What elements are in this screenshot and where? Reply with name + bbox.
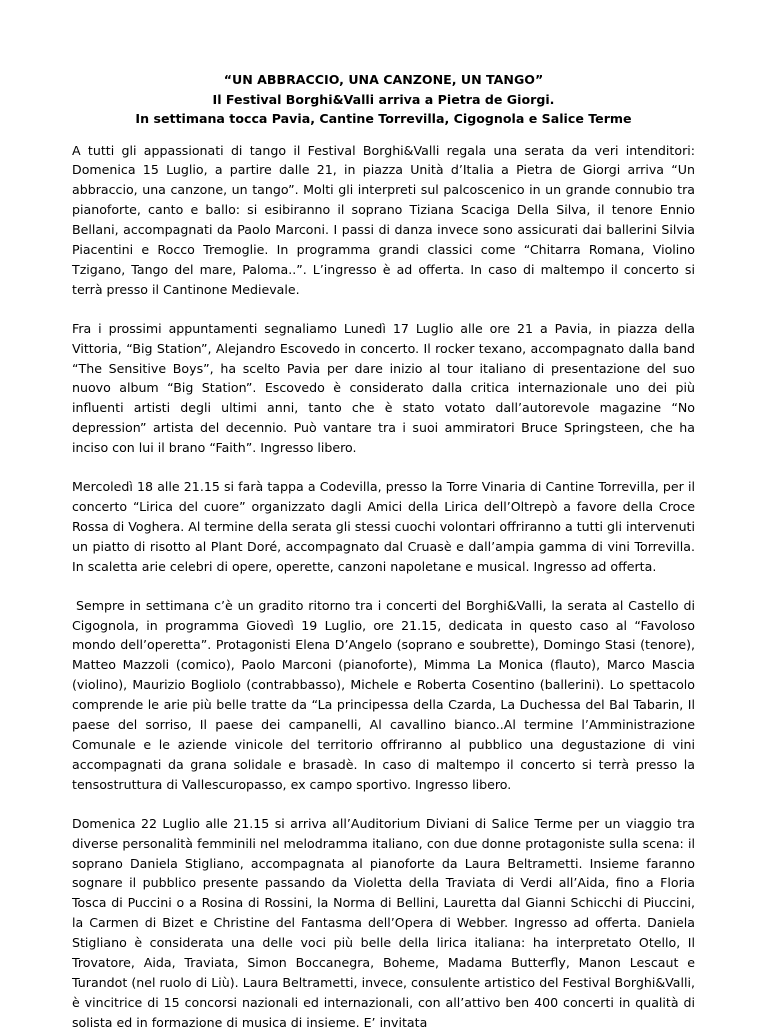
document-subtitle-secondary: In settimana tocca Pavia, Cantine Torrevilla, Cigognola e Salice Terme [135, 111, 632, 126]
paragraph-salice-terme: Domenica 22 Luglio alle 21.15 si arriva all’Auditorium Diviani di Salice Terme per un viaggio tra diverse personalità femminili nel melodramma italiano, con due donne protagoniste sulla scena: il soprano Daniela Stigliano, accompagnata al pianoforte da Laura Beltrametti. Insieme faranno sognare il pubblico presente passando da Violetta della Traviata di Verdi all’Aida, fino a Floria Tosca di Puccini o a Rosina di Rossini, la Norma di Bellini, Lauretta dal Gianni Schicchi di Piuccini, la Carmen di Bizet e Christine del Fantasma dell’Opera di Webber. Ingresso ad offerta. Daniela Stigliano è considerata una delle voci più belle della lirica italiana: ha interpretato Otello, Il Trovatore, Aida, Traviata, Simon Boccanegra, Boheme, Madama Butterfly, Manon Lescaut e Turandot (nel ruolo di Liù). Laura Beltrametti, invece, consulente artistico del Festival Borghi&Valli, è vincitrice di 15 concorsi nazionali ed internazionali, con all’attivo ben 400 concerti in qualità di solista ed in formazione di musica di insieme. E’ invitata [72, 815, 695, 1030]
document-header [72, 70, 695, 129]
paragraph-operetta-cigognola: Sempre in settimana c’è un gradito ritorno tra i concerti del Borghi&Valli, la serata al Castello di Cigognola, in programma Giovedì 19 Luglio, ore 21.15, dedicata in questo caso al “Favoloso mondo dell’operetta”. Protagonisti Elena D’Angelo (soprano e soubrette), Domingo Stasi (tenore), Matteo Mazzoli (comico), Paolo Marconi (pianoforte), Mimma La Monica (flauto), Marco Mascia (violino), Maurizio Bogliolo (contrabbasso), Michele e Roberta Cosentino (ballerini). Lo spettacolo comprende le arie più belle tratte da “La principessa della Czarda, La Duchessa del Bal Tabarin, Il paese del sorriso, Il paese dei campanelli, Al cavallino bianco..Al termine l’Amministrazione Comunale e le aziende vinicole del territorio offriranno al pubblico una degustazione di vini accompagnati da grana solidale e brasadè. In caso di maltempo il concerto si terrà presso la tensostruttura di Vallescuropasso, ex campo sportivo. Ingresso libero. [72, 597, 695, 792]
paragraph-lirica-del-cuore: Mercoledì 18 alle 21.15 si farà tappa a Codevilla, presso la Torre Vinaria di Cantine Torrevilla, per il concerto “Lirica del cuore” organizzato dagli Amici della Lirica dell’Oltrepò a favore della Croce Rossa di Voghera. Al termine della serata gli stessi cuochi volontari offriranno a tutti gli intervenuti un piatto di risotto al Plant Doré, accompagnato dal Cruasè e dall’ampia gamma di vini Torrevilla. In scaletta arie celebri di opere, operette, canzoni napoletane e musical. Ingresso ad offerta. [72, 479, 695, 574]
paragraph-big-station-pavia: Fra i prossimi appuntamenti segnaliamo Lunedì 17 Luglio alle ore 21 a Pavia, in piazza della Vittoria, “Big Station”, Alejandro Escovedo in concerto. Il rocker texano, accompagnato dalla band “The Sensitive Boys”, ha scelto Pavia per dare inizio al tour italiano di presentazione del suo nuovo album “Big Station”. Escovedo è considerato dalla critica internazionale uno dei più influenti artisti degli ultimi anni, tanto che è stato votato dall’autorevole magazine “No depression” artista del decennio. Può vantare tra i suoi ammiratori Bruce Springsteen, che ha inciso con lui il brano “Faith”. Ingresso libero. [72, 320, 695, 456]
document-subtitle: Il Festival Borghi&Valli arriva a Pietra de Giorgi. [212, 91, 555, 107]
paragraph-tango-pietra-de-giorgi: A tutti gli appassionati di tango il Festival Borghi&Valli regala una serata da veri intenditori: Domenica 15 Luglio, a partire dalle 21, in piazza Unità d’Italia a Pietra de Giorgi arriva “Un abbraccio, una canzone, un tango”. Molti gli interpreti sul palcoscenico in un grande connubio tra pianoforte, canto e ballo: si esibiranno il soprano Tiziana Scaciga Della Silva, il tenore Ennio Bellani, accompagnati da Paolo Marconi. I passi di danza invece sono assicurati dai ballerini Silvia Piacentini e Rocco Tremoglie. In programma grandi classici come “Chitarra Romana, Violino Tzigano, Tango del mare, Paloma..”. L’ingresso è ad offerta. In caso di maltempo il concerto si terrà presso il Cantinone Medievale. [72, 142, 695, 297]
document-page [72, 70, 695, 1033]
document-title: “UN ABBRACCIO, UNA CANZONE, UN TANGO” [223, 72, 544, 87]
